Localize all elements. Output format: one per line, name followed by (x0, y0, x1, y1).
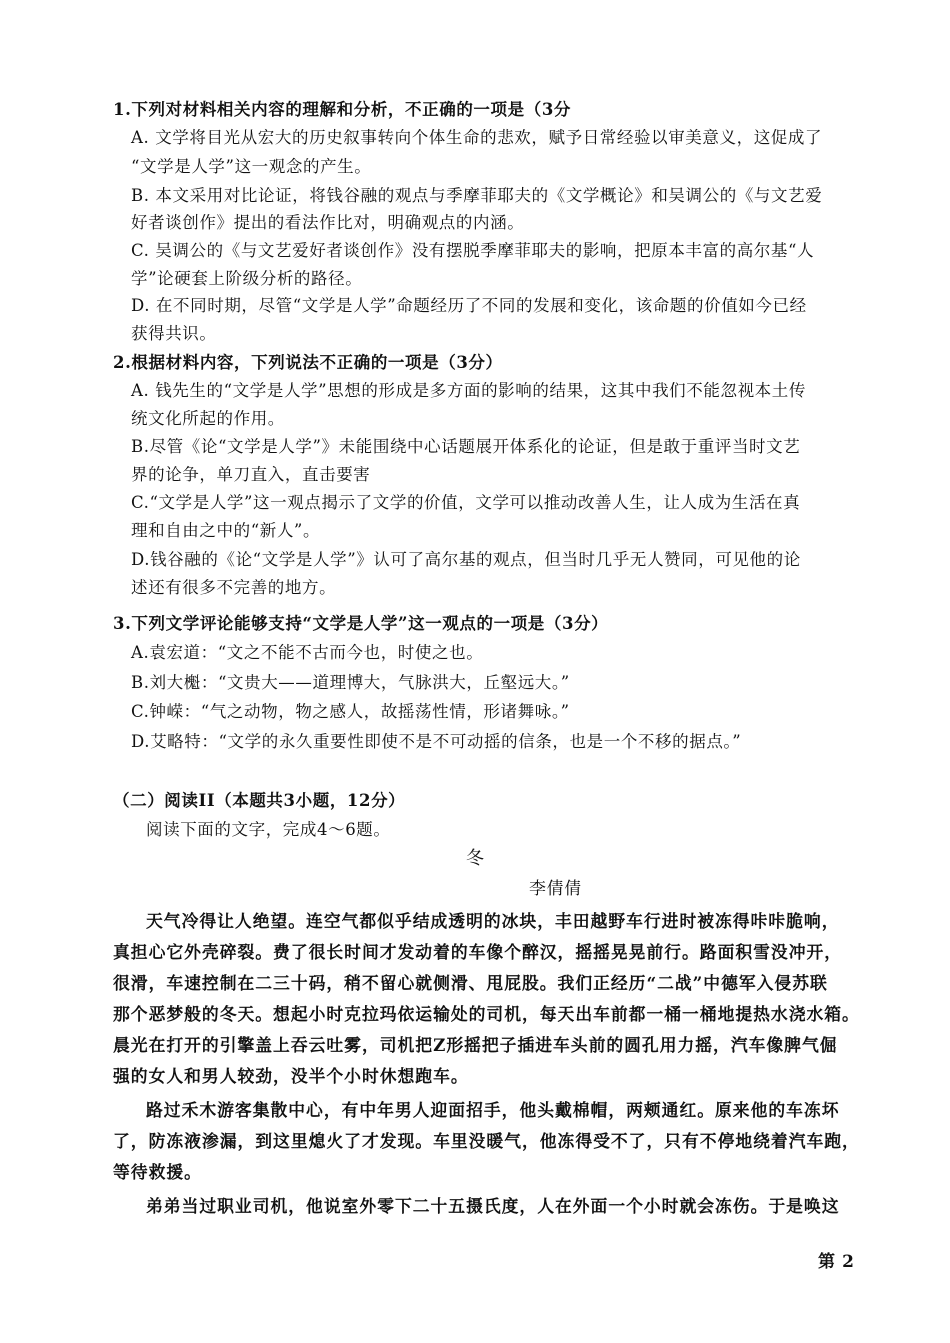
q1-option-b-line2: 好者谈创作》提出的看法作比对，明确观点的内涵。 (131, 213, 525, 232)
page-number: 第 2 (818, 1252, 855, 1272)
story-p3-line1: 弟弟当过职业司机，他说室外零下二十五摄氏度，人在外面一个小时就会冻伤。于是唤这 (146, 1196, 840, 1216)
q2-option-d-line2: 述还有很多不完善的地方。 (131, 578, 337, 597)
q1-option-b-line1: B. 本文采用对比论证，将钱谷融的观点与季摩菲耶夫的《文学概论》和吴调公的《与文艺爱 (131, 186, 823, 205)
q1-option-a-line1: A. 文学将目光从宏大的历史叙事转向个体生命的悲欢，赋予日常经验以审美意义，这促成了 (131, 128, 823, 147)
section-instruction: 阅读下面的文字，完成4～6题。 (146, 820, 391, 839)
q2-option-b-line2: 界的论争，单刀直入，直击要害 (131, 465, 371, 484)
story-author: 李倩倩 (529, 879, 582, 899)
story-p1-line4: 那个恶梦般的冬天。想起小时克拉玛依运输处的司机，每天出车前都一桶一桶地提热水浇水箱。 (113, 1004, 860, 1024)
story-p2-line1: 路过禾木游客集散中心，有中年男人迎面招手，他头戴棉帽，两颊通红。原来他的车冻坏 (146, 1100, 840, 1120)
story-p2-line3: 等待救援。 (113, 1162, 202, 1182)
q3-option-d: D.艾略特：“文学的永久重要性即使不是不可动摇的信条，也是一个不移的据点。” (131, 732, 742, 751)
story-p1-line1: 天气冷得让人绝望。连空气都似乎结成透明的冰块，丰田越野车行进时被冻得咔咔脆响， (146, 911, 840, 931)
q1-option-c-line1: C. 吴调公的《与文艺爱好者谈创作》没有摆脱季摩菲耶夫的影响，把原本丰富的高尔基“人 (131, 241, 815, 260)
q1-option-d-line2: 获得共识。 (131, 324, 217, 343)
story-title: 冬 (466, 848, 485, 869)
q2-option-c-line1: C.“文学是人学”这一观点揭示了文学的价值，文学可以推动改善人生，让人成为生活在真 (131, 493, 801, 512)
story-p1-line5: 晨光在打开的引擎盖上吞云吐雾，司机把Z形摇把子插进车头前的圆孔用力摇，汽车像脾气倔 (113, 1035, 838, 1055)
question-2-stem: 2.根据材料内容，下列说法不正确的一项是（3分） (113, 353, 503, 372)
story-p1-line2: 真担心它外壳碎裂。费了很长时间才发动着的车像个醉汉，摇摇晃晃前行。路面积雪没冲开， (113, 942, 843, 962)
q3-option-b: B.刘大櫆：“文贵大——道理博大，气脉洪大，丘壑远大。” (131, 673, 570, 692)
story-p2-line2: 了，防冻液渗漏，到这里熄火了才发现。车里没暖气，他冻得受不了，只有不停地绕着汽车跑， (113, 1131, 860, 1151)
q2-option-a-line1: A. 钱先生的“文学是人学”思想的形成是多方面的影响的结果，这其中我们不能忽视本土传 (131, 381, 806, 400)
story-p1-line3: 很滑，车速控制在二三十码，稍不留心就侧滑、甩屁股。我们正经历“二战”中德军入侵苏联 (113, 973, 828, 993)
q2-option-c-line2: 理和自由之中的“新人”。 (131, 521, 321, 540)
q3-option-a: A.袁宏道：“文之不能不古而今也，时使之也。 (131, 643, 484, 662)
question-3-stem: 3.下列文学评论能够支持“文学是人学”这一观点的一项是（3分） (113, 614, 609, 633)
q1-option-a-line2: “文学是人学”这一观念的产生。 (131, 157, 372, 176)
q3-option-c: C.钟嵘：“气之动物，物之感人，故摇荡性情，形诸舞咏。” (131, 702, 570, 721)
section-heading: （二）阅读II（本题共3小题，12分） (113, 791, 406, 810)
story-p1-line6: 强的女人和男人较劲，没半个小时休想跑车。 (113, 1066, 469, 1086)
q1-option-d-line1: D. 在不同时期，尽管“文学是人学”命题经历了不同的发展和变化，该命题的价值如今已经 (131, 296, 807, 315)
q2-option-a-line2: 统文化所起的作用。 (131, 409, 285, 428)
question-1-stem: 1.下列对材料相关内容的理解和分析，不正确的一项是（3分 (113, 100, 572, 119)
q2-option-b-line1: B.尽管《论“文学是人学”》未能围绕中心话题展开体系化的论证，但是敢于重评当时文艺 (131, 437, 801, 456)
q1-option-c-line2: 学”论硬套上阶级分析的路径。 (131, 269, 363, 288)
q2-option-d-line1: D.钱谷融的《论“文学是人学”》认可了高尔基的观点，但当时几乎无人赞同，可见他的论 (131, 550, 801, 569)
